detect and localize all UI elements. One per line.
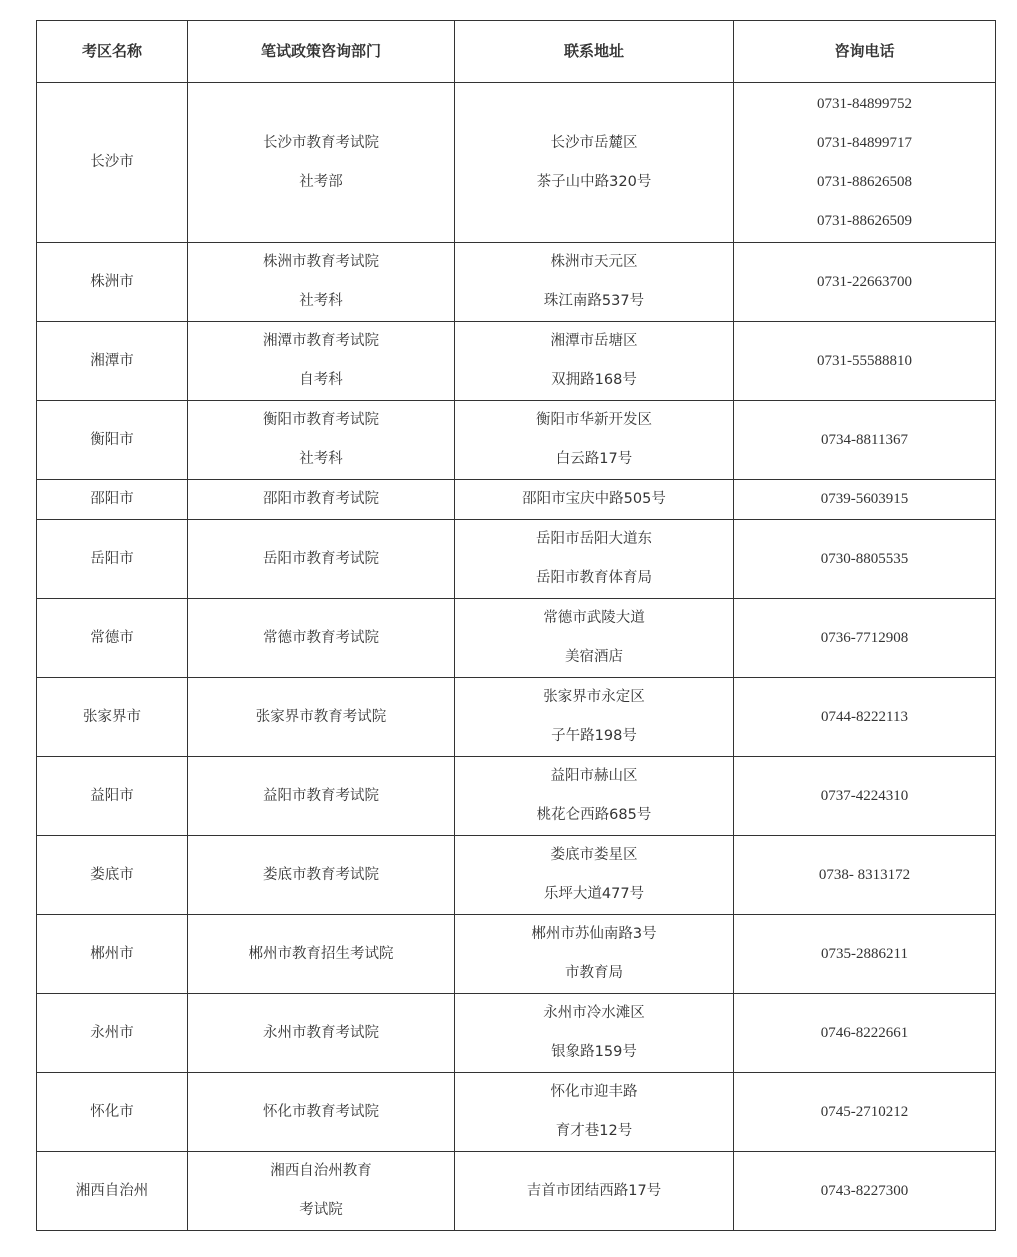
region-name-cell: 邵阳市 (37, 480, 188, 520)
phone-cell (734, 480, 996, 520)
table-row (37, 678, 996, 757)
address-cell-line: 子午路198号 (551, 728, 637, 744)
table-row (37, 915, 996, 994)
address-cell-line: 娄底市娄星区 (550, 847, 638, 863)
department-cell-line: 株洲市教育考试院 (263, 254, 379, 270)
table-row (37, 1152, 996, 1231)
department-cell (188, 757, 455, 836)
table-row (37, 757, 996, 836)
address-cell-line: 岳阳市岳阳大道东 (536, 531, 652, 547)
address-cell-line: 白云路17号 (555, 451, 633, 467)
phone-cell-line: 0743-8227300 (820, 1182, 909, 1199)
phone-cell (734, 520, 996, 599)
phone-cell-line: 0744-8222113 (821, 708, 908, 725)
address-cell-line: 茶子山中路320号 (536, 173, 652, 190)
department-cell (188, 678, 455, 757)
department-cell-line: 娄底市教育考试院 (263, 866, 379, 883)
department-cell-line: 郴州市教育招生考试院 (248, 945, 394, 962)
region-name-cell: 常德市 (37, 599, 188, 678)
phone-cell-line: 0736-7712908 (820, 629, 909, 646)
department-cell-line: 自考科 (299, 372, 343, 388)
region-name-cell: 株洲市 (37, 243, 188, 322)
department-cell-line: 益阳市教育考试院 (263, 787, 379, 804)
address-cell-line: 郴州市苏仙南路3号 (531, 926, 657, 942)
phone-cell (734, 322, 996, 401)
department-cell-line: 永州市教育考试院 (263, 1024, 379, 1041)
address-cell-line: 湘潭市岳塘区 (550, 333, 638, 349)
header-address: 联系地址 (455, 21, 734, 83)
phone-cell (734, 401, 996, 480)
table-row (37, 994, 996, 1073)
address-cell-line: 珠江南路537号 (543, 293, 645, 309)
address-cell (455, 599, 734, 678)
phone-cell (734, 83, 996, 243)
header-region: 考区名称 (37, 21, 188, 83)
phone-cell-line: 0731-88626509 (817, 212, 912, 229)
department-cell (188, 520, 455, 599)
address-cell (455, 401, 734, 480)
region-name-cell: 岳阳市 (37, 520, 188, 599)
address-cell (455, 678, 734, 757)
address-cell-line: 双拥路168号 (551, 372, 637, 388)
table-row (37, 401, 996, 480)
region-name-cell: 衡阳市 (37, 401, 188, 480)
table-row (37, 1073, 996, 1152)
department-cell (188, 1152, 455, 1231)
department-cell (188, 480, 455, 520)
address-cell-line: 益阳市赫山区 (550, 768, 638, 784)
address-cell-line: 株洲市天元区 (550, 254, 638, 270)
address-cell (455, 757, 734, 836)
phone-cell-line: 0745-2710212 (820, 1103, 909, 1120)
address-cell-line: 银象路159号 (551, 1044, 637, 1060)
phone-cell-line: 0739-5603915 (820, 491, 909, 507)
region-name-cell: 长沙市 (37, 83, 188, 243)
department-cell-line: 邵阳市教育考试院 (263, 491, 379, 507)
address-cell-line: 邵阳市宝庆中路505号 (522, 491, 666, 507)
address-cell (455, 520, 734, 599)
table-row (37, 599, 996, 678)
table-row (37, 83, 996, 243)
header-phone: 咨询电话 (734, 21, 996, 83)
region-name-cell: 怀化市 (37, 1073, 188, 1152)
address-cell (455, 1152, 734, 1231)
table-body (37, 83, 996, 1231)
phone-cell-line: 0738- 8313172 (818, 866, 911, 883)
phone-cell-line: 0731-84899717 (817, 134, 912, 151)
department-cell (188, 599, 455, 678)
department-cell (188, 1073, 455, 1152)
department-cell (188, 243, 455, 322)
phone-cell (734, 994, 996, 1073)
address-cell-line: 市教育局 (565, 965, 623, 981)
address-cell (455, 322, 734, 401)
table-row (37, 322, 996, 401)
phone-cell (734, 836, 996, 915)
address-cell (455, 915, 734, 994)
department-cell (188, 836, 455, 915)
department-cell (188, 915, 455, 994)
address-cell-line: 长沙市岳麓区 (550, 134, 638, 151)
phone-cell (734, 757, 996, 836)
table-row (37, 520, 996, 599)
department-cell-line: 长沙市教育考试院 (263, 134, 379, 151)
region-name-cell: 郴州市 (37, 915, 188, 994)
region-name-cell: 永州市 (37, 994, 188, 1073)
department-cell-line: 衡阳市教育考试院 (263, 412, 379, 428)
table-row (37, 480, 996, 520)
table-header-row (37, 21, 996, 83)
region-name-cell: 湘西自治州 (37, 1152, 188, 1231)
region-name-cell: 张家界市 (37, 678, 188, 757)
phone-cell-line: 0731-22663700 (817, 273, 912, 290)
department-cell-line: 社考科 (299, 293, 343, 309)
department-cell-line: 湘西自治州教育 (270, 1163, 372, 1179)
region-name-cell: 益阳市 (37, 757, 188, 836)
table-row (37, 836, 996, 915)
department-cell-line: 社考部 (299, 173, 343, 190)
address-cell-line: 乐坪大道477号 (543, 886, 645, 902)
phone-cell (734, 599, 996, 678)
department-cell-line: 张家界市教育考试院 (255, 708, 387, 725)
table-row (37, 243, 996, 322)
address-cell-line: 怀化市迎丰路 (550, 1084, 638, 1100)
address-cell-line: 岳阳市教育体育局 (536, 570, 652, 586)
department-cell-line: 怀化市教育考试院 (263, 1103, 379, 1120)
region-name-cell: 湘潭市 (37, 322, 188, 401)
department-cell-line: 考试院 (299, 1202, 343, 1218)
address-cell-line: 张家界市永定区 (543, 689, 645, 705)
phone-cell (734, 915, 996, 994)
department-cell (188, 994, 455, 1073)
address-cell (455, 994, 734, 1073)
address-cell-line: 桃花仑西路685号 (536, 807, 652, 823)
department-cell-line: 岳阳市教育考试院 (263, 550, 379, 567)
phone-cell-line: 0735-2886211 (821, 945, 908, 962)
phone-cell-line: 0731-55588810 (817, 352, 912, 369)
address-cell (455, 83, 734, 243)
address-cell-line: 美宿酒店 (565, 649, 623, 665)
phone-cell (734, 678, 996, 757)
department-cell-line: 湘潭市教育考试院 (263, 333, 379, 349)
address-cell-line: 吉首市团结西路17号 (526, 1182, 662, 1199)
exam-contact-table (36, 20, 996, 1231)
address-cell (455, 480, 734, 520)
address-cell-line: 衡阳市华新开发区 (536, 412, 652, 428)
department-cell-line: 常德市教育考试院 (263, 629, 379, 646)
phone-cell-line: 0737-4224310 (820, 787, 909, 804)
address-cell-line: 育才巷12号 (555, 1123, 633, 1139)
phone-cell-line: 0731-84899752 (817, 95, 912, 112)
address-cell (455, 836, 734, 915)
region-name-cell: 娄底市 (37, 836, 188, 915)
phone-cell-line: 0730-8805535 (820, 550, 909, 567)
department-cell-line: 社考科 (299, 451, 343, 467)
address-cell (455, 1073, 734, 1152)
phone-cell (734, 243, 996, 322)
phone-cell (734, 1152, 996, 1231)
header-department: 笔试政策咨询部门 (188, 21, 455, 83)
phone-cell (734, 1073, 996, 1152)
department-cell (188, 401, 455, 480)
department-cell (188, 83, 455, 243)
phone-cell-line: 0746-8222661 (820, 1024, 909, 1041)
address-cell (455, 243, 734, 322)
address-cell-line: 永州市冷水滩区 (543, 1005, 645, 1021)
phone-cell-line: 0734-8811367 (821, 431, 908, 448)
phone-cell-line: 0731-88626508 (817, 173, 912, 190)
department-cell (188, 322, 455, 401)
address-cell-line: 常德市武陵大道 (543, 610, 645, 626)
